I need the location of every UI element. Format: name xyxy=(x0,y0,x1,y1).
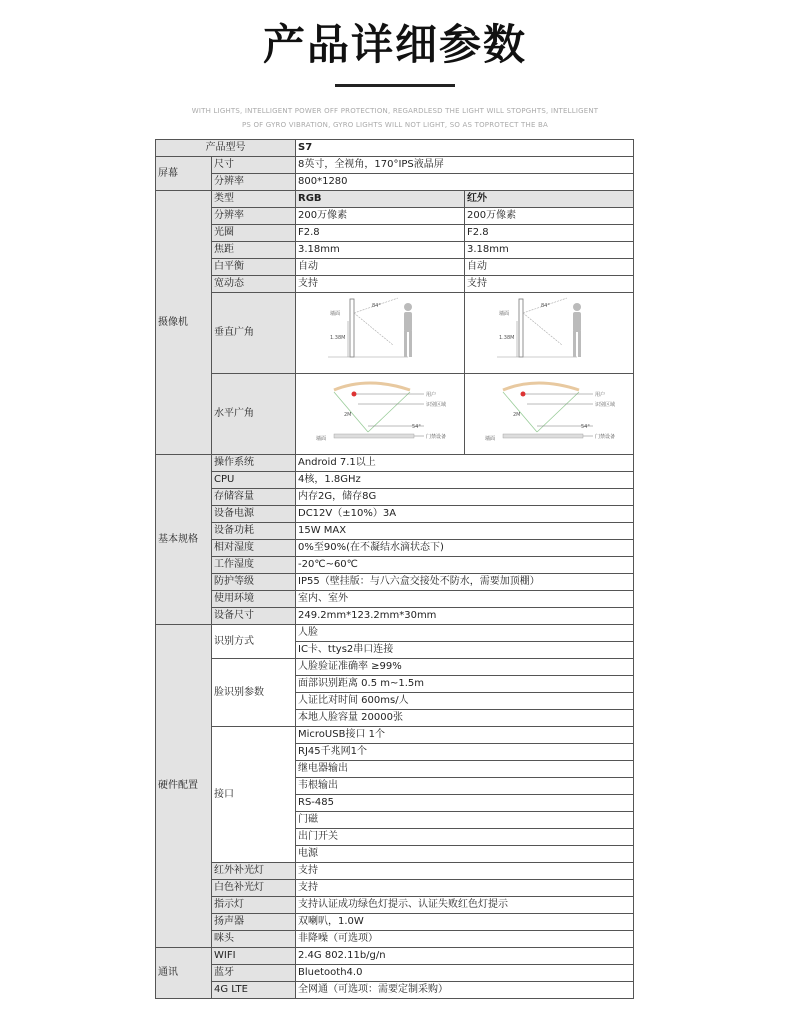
spec-label: 工作湿度 xyxy=(212,557,296,574)
spec-label: 垂直广角 xyxy=(212,293,296,374)
spec-value: 2.4G 802.11b/g/n xyxy=(296,948,634,965)
spec-label: 扬声器 xyxy=(212,914,296,931)
camera-type-rgb: RGB xyxy=(296,191,465,208)
spec-label: 使用环境 xyxy=(212,591,296,608)
spec-value: 电源 xyxy=(296,846,634,863)
spec-value: 人证比对时间 600ms/人 xyxy=(296,693,634,710)
diagram-wall-label: 墙面 xyxy=(330,311,341,317)
spec-label: 设备功耗 xyxy=(212,523,296,540)
diagram-user-label: 用户 xyxy=(426,392,437,398)
category-hardware: 硬件配置 xyxy=(156,625,212,948)
diagram-wall-label: 墙面 xyxy=(316,436,327,442)
category-basic: 基本规格 xyxy=(156,455,212,625)
spec-value: -20℃~60℃ xyxy=(296,557,634,574)
spec-value: 200万像素 xyxy=(465,208,634,225)
spec-label: 焦距 xyxy=(212,242,296,259)
spec-label: 光圈 xyxy=(212,225,296,242)
spec-value: F2.8 xyxy=(296,225,465,242)
spec-label: 咪头 xyxy=(212,931,296,948)
page-subtitle: WITH LIGHTS, INTELLIGENT POWER OFF PROTECTION, REGARDLESD THE LIGHT WILL STOPGHTS, INTELLIGENT PS OF GYRO VIBRATION, GYRO LIGHTS WILL NOT LIGHT, SO AS TOPROTECT THE BA xyxy=(191,107,599,129)
spec-label: 存储容量 xyxy=(212,489,296,506)
horizontal-angle-diagram-rgb xyxy=(296,374,465,455)
spec-label: 白平衡 xyxy=(212,259,296,276)
spec-value: 200万像素 xyxy=(296,208,465,225)
spec-value: 3.18mm xyxy=(465,242,634,259)
spec-value: 出门开关 xyxy=(296,829,634,846)
spec-value: Android 7.1以上 xyxy=(296,455,634,472)
page-title: 产品详细参数 xyxy=(262,20,527,69)
spec-value: 0%至90%(在不凝结水滴状态下) xyxy=(296,540,634,557)
spec-label: 白色补光灯 xyxy=(212,880,296,897)
diagram-height-label: 1.38M xyxy=(499,335,515,341)
spec-value: 全网通（可选项：需要定制采购） xyxy=(296,982,634,999)
spec-label: 接口 xyxy=(212,727,296,863)
spec-label: 蓝牙 xyxy=(212,965,296,982)
diagram-wall-label: 墙面 xyxy=(485,436,496,442)
category-comm: 通讯 xyxy=(156,948,212,999)
diagram-distance-label: 2M xyxy=(513,412,521,418)
spec-value: 8英寸，全视角，170°IPS液晶屏 xyxy=(296,157,634,174)
spec-value: 本地人脸容量 20000张 xyxy=(296,710,634,727)
category-camera: 摄像机 xyxy=(156,191,212,455)
vertical-angle-diagram-ir xyxy=(465,293,634,374)
spec-label: 宽动态 xyxy=(212,276,296,293)
model-row xyxy=(156,140,634,157)
category-screen: 屏幕 xyxy=(156,157,212,191)
spec-value: 支持 xyxy=(296,880,634,897)
spec-label: 识别方式 xyxy=(212,625,296,659)
spec-label: 脸识别参数 xyxy=(212,659,296,727)
spec-value: 800*1280 xyxy=(296,174,634,191)
spec-value: RS-485 xyxy=(296,795,634,812)
spec-value: 继电器输出 xyxy=(296,761,634,778)
horizontal-angle-diagram-ir xyxy=(465,374,634,455)
spec-value: 249.2mm*123.2mm*30mm xyxy=(296,608,634,625)
diagram-angle-label: 54° xyxy=(412,424,421,430)
camera-type-ir: 红外 xyxy=(465,191,634,208)
spec-value: 支持 xyxy=(296,863,634,880)
spec-value: 人脸 xyxy=(296,625,634,642)
spec-value: 双喇叭，1.0W xyxy=(296,914,634,931)
title-underline xyxy=(335,84,455,87)
spec-value: 支持 xyxy=(296,276,465,293)
spec-label: 分辨率 xyxy=(212,174,296,191)
spec-value: 4核，1.8GHz xyxy=(296,472,634,489)
spec-label: 相对湿度 xyxy=(212,540,296,557)
spec-label: WIFI xyxy=(212,948,296,965)
model-value: S7 xyxy=(296,140,634,157)
spec-value: 自动 xyxy=(296,259,465,276)
spec-label: 操作系统 xyxy=(212,455,296,472)
diagram-angle-label: 84° xyxy=(541,303,550,309)
spec-value: Bluetooth4.0 xyxy=(296,965,634,982)
spec-label: 4G LTE xyxy=(212,982,296,999)
spec-label: 分辨率 xyxy=(212,208,296,225)
spec-value: 3.18mm xyxy=(296,242,465,259)
spec-value: 人脸验证准确率 ≥99% xyxy=(296,659,634,676)
spec-label: 类型 xyxy=(212,191,296,208)
spec-value: 室内、室外 xyxy=(296,591,634,608)
spec-value: 非降噪（可选项） xyxy=(296,931,634,948)
spec-label: 防护等级 xyxy=(212,574,296,591)
spec-value: 韦根输出 xyxy=(296,778,634,795)
spec-value: 自动 xyxy=(465,259,634,276)
diagram-angle-label: 54° xyxy=(581,424,590,430)
diagram-wall-label: 墙面 xyxy=(499,311,510,317)
spec-label: 尺寸 xyxy=(212,157,296,174)
diagram-zone-label: 识别区域 xyxy=(426,402,447,408)
spec-value: F2.8 xyxy=(465,225,634,242)
spec-value: 支持 xyxy=(465,276,634,293)
spec-value: 支持认证成功绿色灯提示、认证失败红色灯提示 xyxy=(296,897,634,914)
vertical-angle-diagram-rgb xyxy=(296,293,465,374)
spec-value: 内存2G，储存8G xyxy=(296,489,634,506)
diagram-angle-label: 84° xyxy=(372,303,381,309)
spec-value: IP55（壁挂版：与八六盒交接处不防水，需要加顶棚） xyxy=(296,574,634,591)
spec-table xyxy=(155,139,634,999)
spec-value: 面部识别距离 0.5 m~1.5m xyxy=(296,676,634,693)
spec-value: DC12V（±10%）3A xyxy=(296,506,634,523)
spec-label: 指示灯 xyxy=(212,897,296,914)
spec-label: 红外补光灯 xyxy=(212,863,296,880)
spec-value: RJ45千兆网1个 xyxy=(296,744,634,761)
diagram-zone-label: 识别区域 xyxy=(595,402,616,408)
diagram-device-label: 门禁设备 xyxy=(426,434,447,440)
model-label: 产品型号 xyxy=(156,140,296,157)
spec-value: 15W MAX xyxy=(296,523,634,540)
diagram-device-label: 门禁设备 xyxy=(595,434,616,440)
spec-label: 设备尺寸 xyxy=(212,608,296,625)
diagram-height-label: 1.38M xyxy=(330,335,346,341)
spec-label: 水平广角 xyxy=(212,374,296,455)
spec-value: 门磁 xyxy=(296,812,634,829)
spec-value: IC卡、ttys2串口连接 xyxy=(296,642,634,659)
spec-label: 设备电源 xyxy=(212,506,296,523)
diagram-user-label: 用户 xyxy=(595,392,606,398)
spec-value: MicroUSB接口 1个 xyxy=(296,727,634,744)
spec-label: CPU xyxy=(212,472,296,489)
diagram-distance-label: 2M xyxy=(344,412,352,418)
